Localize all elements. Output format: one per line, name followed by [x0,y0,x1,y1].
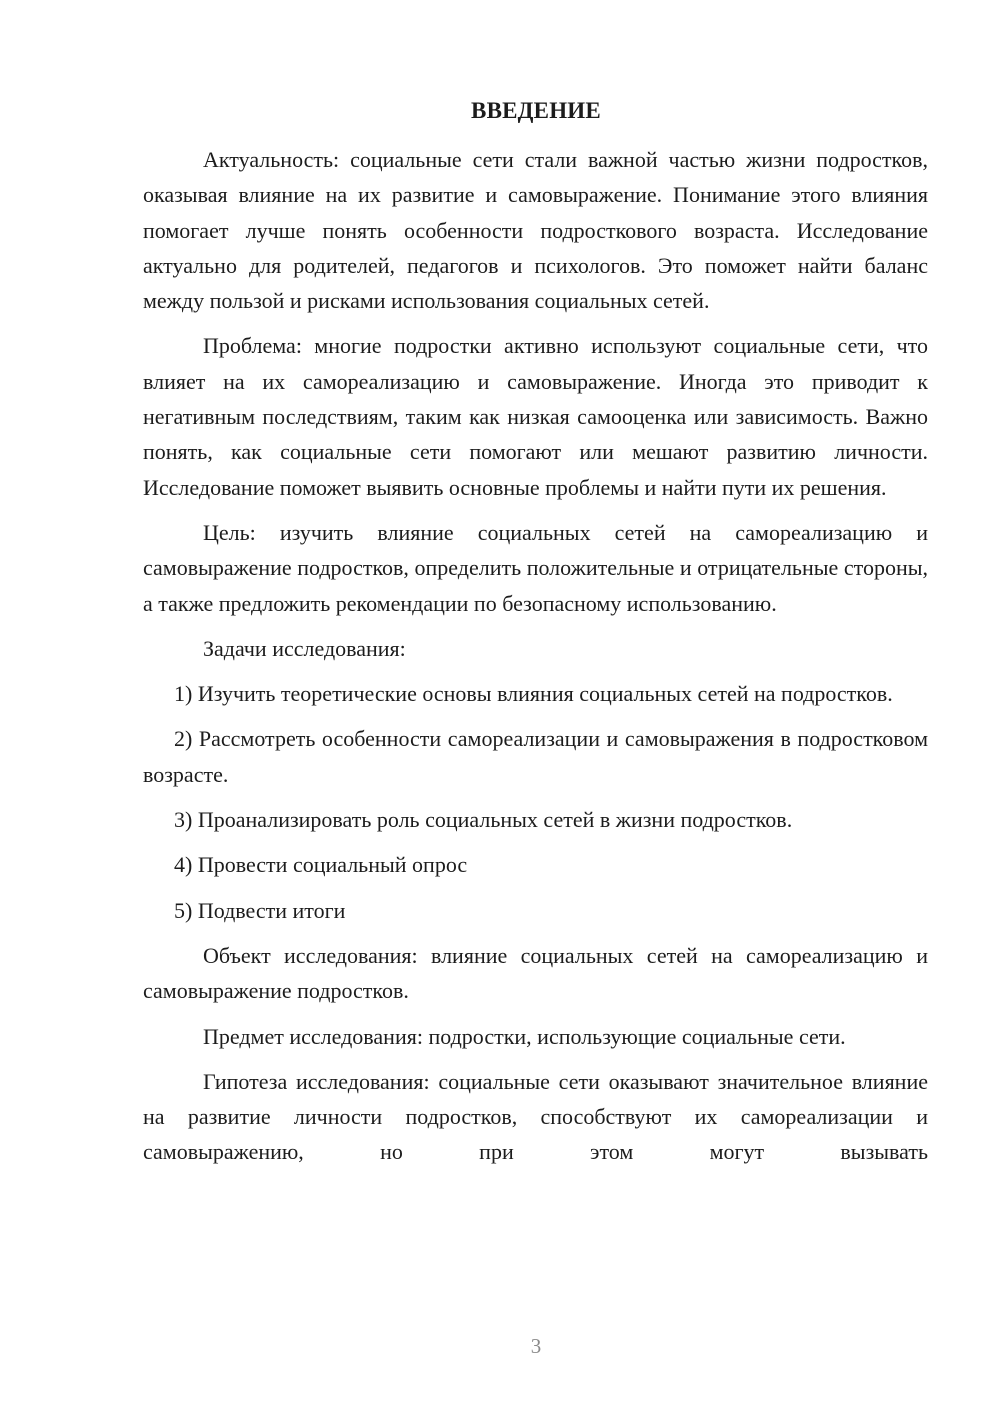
task-item-2: 2) Рассмотреть особенности самореализации и самовыражения в подростковом возрасте. [143,726,928,787]
task-item-5: 5) Подвести итоги [174,897,346,923]
paragraph-object: Объект исследования: влияние социальных сетей на самореализацию и самовыражение подростков. [143,942,928,1004]
paragraph-problem: Проблема: многие подростки активно используют социальные сети, что влияет на их самореализацию и самовыражение. Иногда это приводит к негативным последствиям, таким как низкая самооценка или зависимость. Важно понять, как социальные сети помогают или мешают развитию личности. Исследование поможет выявить основные проблемы и найти пути их решения. [143,333,928,500]
page-title: ВВЕДЕНИЕ [471,98,601,123]
document-body [143,142,928,1180]
task-item-1: 1) Изучить теоретические основы влияния социальных сетей на подростков. [174,681,893,707]
paragraph-tasks-heading: Задачи исследования: [203,635,406,661]
paragraph-relevance: Актуальность: социальные сети стали важной частью жизни подростков, оказывая влияние на их развитие и самовыражение. Понимание этого влияния помогает лучше понять особенности подросткового возраста. Исследование актуально для родителей, педагогов и психологов. Это поможет найти баланс между пользой и рисками использования социальных сетей. [143,147,928,314]
task-item-3: 3) Проанализировать роль социальных сетей в жизни подростков. [174,807,793,833]
paragraph-goal: Цель: изучить влияние социальных сетей на самореализацию и самовыражение подростков, определить положительные и отрицательные стороны, а также предложить рекомендации по безопасному использованию. [143,519,928,616]
paragraph-subject: Предмет исследования: подростки, использующие социальные сети. [203,1023,846,1049]
task-item-4: 4) Провести социальный опрос [174,852,468,878]
paragraph-hypothesis: Гипотеза исследования: социальные сети оказывают значительное влияние на развитие личности подростков, способствуют их самореализации и самовыражению, но при этом могут вызывать [143,1068,928,1165]
page-number: 3 [530,1334,542,1358]
